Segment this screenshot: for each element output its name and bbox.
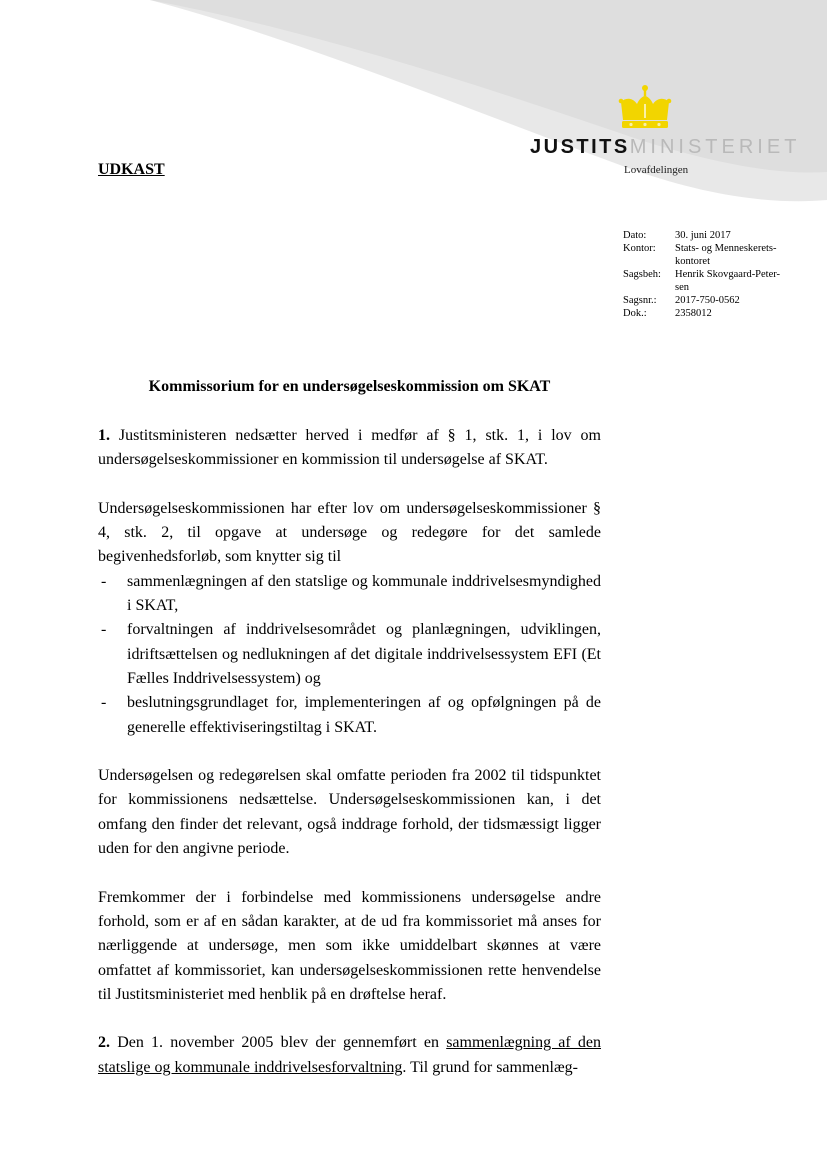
meta-row-case-number xyxy=(623,294,793,307)
ministry-logo xyxy=(530,135,800,159)
meta-value: Stats- og Menneskerets-kontoret xyxy=(675,243,777,267)
metadata-table xyxy=(623,229,793,320)
meta-key: Sagsbeh: xyxy=(623,269,661,280)
meta-key: Sagsnr.: xyxy=(623,295,657,306)
paragraph-text: Den 1. november 2005 blev der gennemført en xyxy=(110,1034,447,1052)
logo-bold-text: JUSTITS xyxy=(530,136,630,158)
list-item: - beslutningsgrundlaget for, implementeringen af og opfølgningen på de generelle effektiviseringstiltag i SKAT. xyxy=(98,691,601,740)
meta-value: 30. juni 2017 xyxy=(675,230,731,241)
department-label: Lovafdelingen xyxy=(624,164,689,176)
document-body xyxy=(98,424,601,1104)
section-number: 2. xyxy=(98,1034,110,1052)
document-title: Kommissorium for en undersøgelseskommission om SKAT xyxy=(148,378,551,395)
paragraph-1 xyxy=(98,424,601,473)
meta-key: Dok.: xyxy=(623,308,647,319)
logo-light-text: MINISTERIET xyxy=(629,136,801,158)
meta-value: Henrik Skovgaard-Peter-sen xyxy=(675,269,781,293)
paragraph-4: Fremkommer der i forbindelse med kommissionens undersøgelse andre forhold, som er af en sådan karakter, at de ud fra kommissoriet må anses for nærliggende at undersøge, men som ikke umiddelbart skønnes at være omfattet af kommissoriet, kan undersøgelseskommissionen rette henvendelse til Justitsministeriet med henblik på en drøftelse heraf. xyxy=(98,888,601,1003)
meta-row-handler xyxy=(623,268,793,294)
meta-row-document xyxy=(623,307,793,320)
royal-crown-icon xyxy=(617,84,673,130)
list-item: - sammenlægningen af den statslige og kommunale inddrivelsesmyndighed i SKAT, xyxy=(98,570,601,619)
paragraph-3: Undersøgelsen og redegørelsen skal omfatte perioden fra 2002 til tidspunktet for kommissionens nedsættelse. Undersøgelseskommissionen kan, i det omfang den finder det relevant, også inddrage forhold, der tidsmæssigt ligger uden for den angivne periode. xyxy=(98,767,601,858)
meta-row-office xyxy=(623,242,793,268)
meta-row-date xyxy=(623,229,793,242)
paragraph-5 xyxy=(98,1031,601,1080)
meta-key: Kontor: xyxy=(623,243,656,254)
header-swoosh xyxy=(0,0,827,230)
scope-list xyxy=(98,570,601,740)
paragraph-text: . Til grund for sammenlæg- xyxy=(402,1058,578,1076)
list-item: - forvaltningen af inddrivelsesområdet og planlægningen, udviklingen, idriftsættelsen og nedlukningen af det digitale inddrivelsessystem EFI (Et Fælles Inddrivelsessystem) og xyxy=(98,618,601,691)
meta-value: 2358012 xyxy=(675,308,712,319)
draft-label: UDKAST xyxy=(98,161,165,178)
meta-key: Dato: xyxy=(623,230,647,241)
underlined-reference: sammenlægning af den statslige og kommunale inddrivelsesforvaltning xyxy=(98,1034,601,1076)
paragraph-2: Undersøgelseskommissionen har efter lov om undersøgelseskommissioner § 4, stk. 2, til opgave at undersøge og redegøre for det samlede begivenhedsforløb, som knytter sig til xyxy=(98,499,601,566)
meta-value: 2017-750-0562 xyxy=(675,295,740,306)
paragraph-text: Justitsministeren nedsætter herved i medfør af § 1, stk. 1, i lov om undersøgelseskommissioner en kommission til undersøgelse af SKAT. xyxy=(98,427,601,469)
section-number: 1. xyxy=(98,427,110,444)
